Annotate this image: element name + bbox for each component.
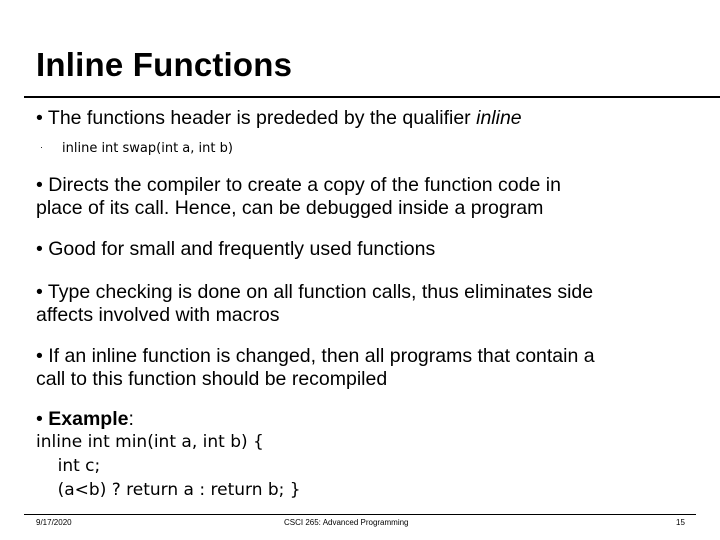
bullet-type-checking (36, 281, 593, 327)
bullet-small-functions (36, 238, 435, 261)
bullet-text-line1: If an inline function is changed, then all programs that contain a (48, 345, 595, 367)
bullet-text-line1: Directs the compiler to create a copy of the function code in (48, 174, 561, 196)
title-divider (24, 96, 720, 98)
footer-page-number: 15 (676, 518, 685, 527)
footer-course: CSCI 265: Advanced Programming (284, 518, 409, 527)
bullet-text: The functions header is prededed by the qualifier (47, 107, 477, 129)
bullet-marker: • (36, 238, 43, 260)
sub-bullet-code: inline int swap(int a, int b) (62, 141, 233, 156)
bullet-marker: • (36, 281, 43, 303)
bullet-text-line2: affects involved with macros (36, 304, 280, 326)
bullet-text: Good for small and frequently used functions (48, 238, 436, 260)
bullet-text-line2: place of its call. Hence, can be debugged inside a program (36, 197, 544, 219)
code-example (36, 430, 301, 502)
bullet-marker: • (36, 345, 43, 367)
example-colon: : (128, 408, 134, 430)
bullet-recompile (36, 345, 595, 391)
example-label: Example (48, 408, 129, 430)
footer-divider (24, 514, 696, 515)
bullet-text-line1: Type checking is done on all function calls, thus eliminates side (47, 281, 594, 303)
bullet-italic-keyword: inline (476, 107, 522, 129)
sub-bullet-example (40, 138, 233, 158)
code-line: inline int min(int a, int b) { (36, 432, 264, 452)
code-line: int c; (36, 456, 101, 476)
slide-title: Inline Functions (36, 46, 293, 83)
bullet-compiler-copy (36, 174, 561, 220)
bullet-example (36, 408, 134, 431)
code-line: (a<b) ? return a : return b; } (36, 480, 301, 500)
bullet-marker: • (36, 107, 43, 129)
footer-date: 9/17/2020 (36, 518, 72, 527)
bullet-marker: • (36, 408, 43, 430)
bullet-marker: • (36, 174, 43, 196)
bullet-qualifier (36, 107, 522, 130)
sub-bullet-marker: · (40, 142, 43, 152)
bullet-text-line2: call to this function should be recompiled (36, 368, 388, 390)
